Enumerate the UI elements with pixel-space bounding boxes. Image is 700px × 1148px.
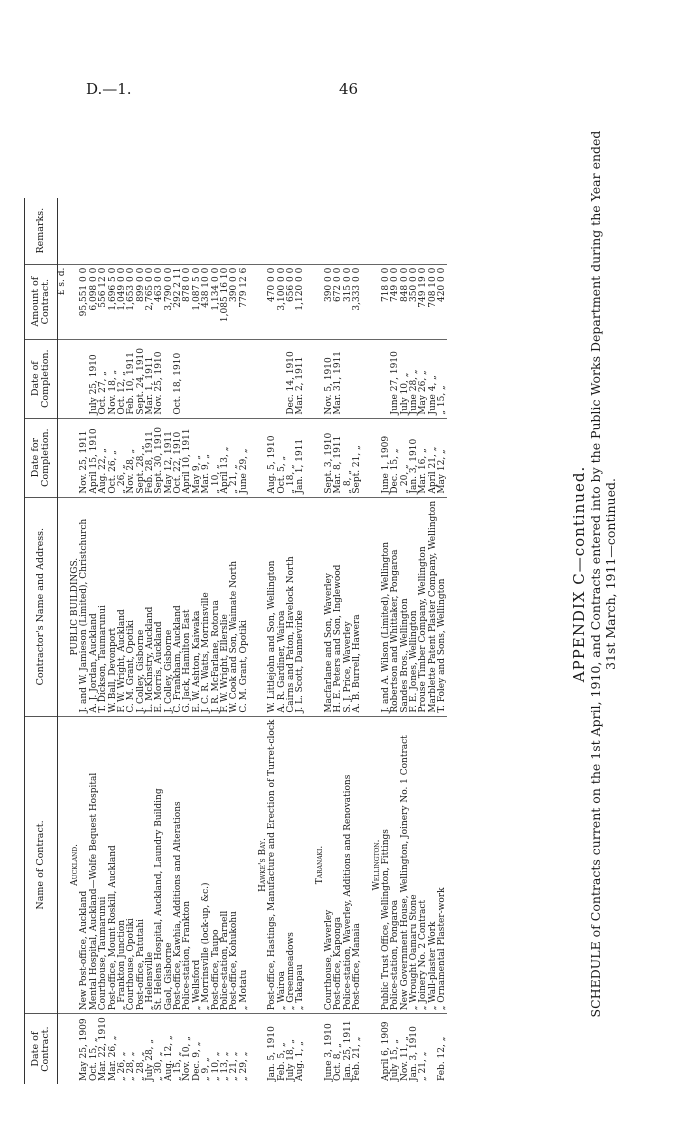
contract-name: Courthouse, Opotiki	[127, 716, 136, 1014]
contract-amount: 420 0 0	[438, 264, 447, 339]
remarks	[165, 198, 174, 265]
col-contractor: Contractor's Name and Address.	[25, 497, 58, 716]
empty-cell	[312, 198, 325, 265]
date-of-completion	[353, 339, 362, 418]
contractor-name: W. Ball, Devonport	[109, 497, 118, 716]
contract-name: „ Greenmeadows	[287, 716, 296, 1014]
units-row	[57, 198, 67, 1084]
col-amount: Amount of Contract.	[25, 264, 58, 339]
empty-cell	[255, 418, 268, 497]
date-for-completion: Mar. 8, 1911	[334, 418, 343, 497]
date-of-completion: June 28, „	[410, 339, 419, 418]
date-for-completion: „ 8, „	[344, 418, 353, 497]
contracts-table	[24, 198, 447, 1084]
contract-date: May 25, 1909	[79, 1018, 90, 1081]
remarks	[99, 198, 108, 265]
contract-name: Post-office, Kawhia, Additions and Alterations	[174, 716, 183, 1014]
remarks	[438, 198, 447, 265]
contract-date: „ 10, „	[210, 1051, 221, 1081]
date-of-completion: Sept. 24, 1910	[137, 339, 146, 418]
contractor-name: J. L. Scott, Dannevirke	[296, 497, 305, 716]
empty-cell	[57, 716, 67, 1014]
contract-name: „ Wrought Oamaru Stone	[410, 716, 419, 1014]
col-remarks: Remarks.	[25, 198, 58, 265]
contract-name: „ Frankton Junction	[118, 716, 127, 1014]
remarks	[118, 198, 127, 265]
remarks	[278, 198, 287, 265]
date-for-completion: May 12, 1911	[165, 418, 174, 497]
contract-date: Aug. 12, „	[163, 1035, 174, 1081]
date-of-completion: Nov. 5, 1910	[325, 339, 334, 418]
date-of-completion: Oct. 12, „	[118, 339, 127, 418]
contractor-name: S. J. Price, Waverley	[344, 497, 353, 716]
contractor-name: T. Dickson, Taumarunui	[99, 497, 108, 716]
remarks	[429, 198, 438, 265]
contract-date: „ 9, „	[201, 1057, 212, 1081]
appendix-title: APPENDIX C—continued.	[570, 465, 588, 683]
contract-amount: 350 0 0	[410, 264, 419, 339]
date-of-completion: July 10, „	[401, 339, 410, 418]
remarks	[353, 198, 362, 265]
date-of-completion: Dec. 14, 1910	[287, 339, 296, 418]
date-for-completion: June 29, „	[240, 418, 249, 497]
contract-amount: 656 0 0	[287, 264, 296, 339]
contract-date: Jan. 5, 1910	[267, 1026, 278, 1081]
contractor-name: H. E. Peters and Son, Inglewood	[334, 497, 343, 716]
remarks	[344, 198, 353, 265]
remarks	[137, 198, 146, 265]
contract-name: Police-station, Pongaroa	[391, 716, 400, 1014]
date-for-completion: Oct. 26, „	[109, 418, 118, 497]
contract-name: „ Joinery No. 2 Contract	[419, 716, 428, 1014]
date-for-completion: Mar. 16, „	[419, 418, 428, 497]
date-of-completion	[230, 339, 239, 418]
contract-date: Oct. 8, „	[333, 1043, 344, 1081]
contract-name: Police-station, Frankton	[183, 716, 192, 1014]
date-for-completion: Jan. 3, 1910	[410, 418, 419, 497]
date-of-completion	[202, 339, 211, 418]
schedule-title-line-2: 31st March, 1911—continued.	[603, 478, 618, 670]
table-row	[296, 198, 305, 1084]
date-for-completion: Sept. 28, „	[137, 418, 146, 497]
empty-cell	[369, 198, 382, 265]
empty-cell	[255, 339, 268, 418]
contract-name: „ Ornamental Plaster-work	[438, 716, 447, 1014]
page-number: 46	[339, 80, 359, 98]
remarks	[410, 198, 419, 265]
remarks	[127, 198, 136, 265]
contract-name: New Government House, Wellington, Joinery No. 1 Contract	[401, 716, 410, 1014]
contract-name: Post-office, Manaia	[353, 716, 362, 1014]
col-date-contract: Date of Contract.	[25, 1014, 58, 1084]
date-of-completion: Nov. 25, 1910	[155, 339, 164, 418]
contract-amount: 3,333 0 0	[353, 264, 362, 339]
contract-name: Post-office, Kohukohu	[230, 716, 239, 1014]
date-of-completion	[240, 339, 249, 418]
contractor-name: E. Morris, Auckland	[155, 497, 164, 716]
contract-name: Police-station, Waverley, Additions and Renovations	[344, 716, 353, 1014]
date-for-completion: May 9, „	[193, 418, 202, 497]
remarks	[212, 198, 221, 265]
table-row	[240, 198, 249, 1084]
date-for-completion: Mar. 9, „	[202, 418, 211, 497]
empty-cell	[67, 339, 80, 418]
date-of-completion: Mar. 31, 1911	[334, 339, 343, 418]
contract-date: July 15, „	[390, 1038, 401, 1081]
contractor-name: F. W. Wright, Ellerslie	[221, 497, 230, 716]
remarks	[419, 198, 428, 265]
contract-amount: 390 0 0	[230, 264, 239, 339]
remarks	[146, 198, 155, 265]
contract-date: Aug. 1, „	[295, 1041, 306, 1081]
remarks	[174, 198, 183, 265]
contract-name: Gaol, Gisborne	[165, 716, 174, 1014]
contract-date: Feb. 21, „	[352, 1036, 363, 1081]
contract-amount: 1,049 0 0	[118, 264, 127, 339]
contractor-name: G. Jack, Hamilton East	[183, 497, 192, 716]
contract-amount: 848 0 0	[401, 264, 410, 339]
section-contractor-label: PUBLIC BUILDINGS.	[67, 497, 80, 716]
remarks	[268, 198, 277, 265]
contract-date: „ 30, „	[154, 1051, 165, 1081]
empty-cell	[57, 198, 67, 265]
empty-cell	[67, 198, 80, 265]
contract-date: July 28, „	[144, 1038, 155, 1081]
contract-name: St. Helens Hospital, Auckland, Laundry Building	[155, 716, 164, 1014]
date-for-completion: Sept. 30, 1910	[155, 418, 164, 497]
contract-amount: 470 0 0	[268, 264, 277, 339]
contract-name: Post-office, Kaponga	[334, 716, 343, 1014]
empty-cell	[369, 339, 382, 418]
contract-name: „ Motatu	[240, 716, 249, 1014]
contractor-name: J. and A. Wilson (Limited), Wellington	[382, 497, 391, 716]
contract-date: June 3, 1910	[324, 1023, 335, 1081]
contract-name: „ Helensville	[146, 716, 155, 1014]
empty-cell	[312, 264, 325, 339]
contract-amount: 95,551 0 0	[80, 264, 89, 339]
date-for-completion: Dec. 15, „	[391, 418, 400, 497]
contract-name: Police-station, Parnell	[221, 716, 230, 1014]
contract-amount: 749 19 0	[419, 264, 428, 339]
date-of-completion	[221, 339, 230, 418]
contractor-name: T. Foley and Sons, Wellington	[438, 497, 447, 716]
contract-name: „ Wall-plaster Work	[429, 716, 438, 1014]
contract-date: Jan. 25, 1911	[342, 1020, 353, 1081]
date-for-completion: April 10, 1911	[183, 418, 192, 497]
contractor-name: Cairns and Paton, Havelock North	[287, 497, 296, 716]
empty-cell	[57, 497, 67, 716]
contract-amount: 899 0 0	[137, 264, 146, 339]
contract-date: „ 21, „	[229, 1051, 240, 1081]
table-row	[438, 198, 447, 1084]
contract-amount: 1,087 5 0	[193, 264, 202, 339]
date-for-completion: „ 26, „	[118, 418, 127, 497]
date-of-completion: „ 15, „	[438, 339, 447, 418]
date-for-completion: May 12, „	[438, 418, 447, 497]
contractor-name: C. M. Grant, Opotiki	[127, 497, 136, 716]
contract-date: „ 26, „	[116, 1051, 127, 1081]
col-name-contract: Name of Contract.	[25, 716, 58, 1014]
contractor-name: Macfarlane and Son, Waverley	[325, 497, 334, 716]
empty-cell	[369, 1014, 382, 1084]
contractor-name: Sandes Bros., Wellington	[401, 497, 410, 716]
contract-amount: 878 0 0	[183, 264, 192, 339]
contract-amount: 2,765 0 0	[146, 264, 155, 339]
contractor-name: J. R. McFarlane, Rotorua	[212, 497, 221, 716]
date-for-completion: Nov. 28, „	[127, 418, 136, 497]
section-heading-row	[369, 198, 382, 1084]
empty-cell	[67, 264, 80, 339]
contract-name: Post-office, Mount Roskill, Auckland	[109, 716, 118, 1014]
section-heading-row	[312, 198, 325, 1084]
contractor-name: J. Colley, Gisborne	[137, 497, 146, 716]
date-of-completion: July 25, 1910	[90, 339, 99, 418]
remarks	[221, 198, 230, 265]
contract-date: „ 21, „	[418, 1051, 429, 1081]
date-for-completion: April 13, „	[221, 418, 230, 497]
contract-date: Feb. 12, „	[437, 1036, 448, 1081]
contract-date: July 18, „	[286, 1038, 297, 1081]
contract-amount: 292 2 11	[174, 264, 183, 339]
contractor-name: Robertson and Whittaker, Pongaroa	[391, 497, 400, 716]
contract-name: New Post-office, Auckland	[80, 716, 89, 1014]
empty-cell	[67, 1014, 80, 1084]
contract-name: Post-office, Taupo	[212, 716, 221, 1014]
contract-name: „ Morrinsville (lock-up, &c.)	[202, 716, 211, 1014]
contract-name: „ Wairoa	[278, 716, 287, 1014]
contractor-name: A. B. Burrell, Hawera	[353, 497, 362, 716]
contract-date: Mar. 26, „	[107, 1035, 118, 1081]
contract-amount: 556 12 0	[99, 264, 108, 339]
contract-name: „ Wellsford	[193, 716, 202, 1014]
empty-cell	[312, 339, 325, 418]
section-contractor-label	[255, 497, 268, 716]
contract-amount: 749 0 0	[391, 264, 400, 339]
contract-amount: 718 0 0	[382, 264, 391, 339]
empty-cell	[57, 339, 67, 418]
contract-amount: 3,100 0 0	[278, 264, 287, 339]
date-for-completion: Feb. 28, 1911	[146, 418, 155, 497]
contract-date: Oct. 15, „	[88, 1037, 99, 1081]
date-for-completion: Oct. 5, „	[278, 418, 287, 497]
contract-date: „ 28, „	[126, 1051, 137, 1081]
date-for-completion: Sept. 21, „	[353, 418, 362, 497]
date-for-completion: Aug. 22, „	[99, 418, 108, 497]
contract-date: Nov. 11, „	[399, 1036, 410, 1081]
contract-amount: 1,696 5 0	[109, 264, 118, 339]
contract-date: „ 15, „	[173, 1051, 184, 1081]
contractor-name: F. W. Wright, Auckland	[118, 497, 127, 716]
date-of-completion: Oct. 18, 1910	[174, 339, 183, 418]
contractor-name: L. McKinstry, Auckland	[146, 497, 155, 716]
contract-date: „ 28, „	[135, 1051, 146, 1081]
contract-amount: 1,085 16 10	[221, 264, 230, 339]
empty-cell	[255, 198, 268, 265]
date-for-completion: „ 10, „	[212, 418, 221, 497]
contractor-name: J. C. R. Watts, Morrinsville	[202, 497, 211, 716]
remarks	[382, 198, 391, 265]
date-for-completion: „ 21, „	[230, 418, 239, 497]
empty-cell	[255, 264, 268, 339]
remarks	[334, 198, 343, 265]
date-of-completion	[268, 339, 277, 418]
empty-cell	[255, 1014, 268, 1084]
contract-date: April 6, 1909	[380, 1021, 391, 1081]
contract-date: „ 13, „	[219, 1051, 230, 1081]
contractor-name: J. Colley, Gisborne	[165, 497, 174, 716]
contract-amount: 672 0 0	[334, 264, 343, 339]
contractor-name: Marblette Patent Plaster Company, Wellington	[429, 497, 438, 716]
contract-name: Mental Hospital, Auckland—Wolfe Bequest Hospital	[90, 716, 99, 1014]
table-header-row	[25, 198, 58, 1084]
table-row	[353, 198, 362, 1084]
remarks	[202, 198, 211, 265]
remarks	[109, 198, 118, 265]
section-contractor-label	[369, 497, 382, 716]
contract-amount: 438 10 0	[202, 264, 211, 339]
contract-amount: 463 0 0	[155, 264, 164, 339]
date-for-completion: Oct. 22, 1910	[174, 418, 183, 497]
contract-name: Courthouse, Waverley	[325, 716, 334, 1014]
remarks	[287, 198, 296, 265]
date-of-completion: June 4, „	[429, 339, 438, 418]
contract-amount: 6,098 0 0	[90, 264, 99, 339]
contract-date: Mar. 22, 1910	[98, 1017, 109, 1081]
date-for-completion: Nov. 25, 1911	[80, 418, 89, 497]
contract-amount: 708 10 0	[429, 264, 438, 339]
contract-name: Post-office, Patutahi	[137, 716, 146, 1014]
date-of-completion	[344, 339, 353, 418]
contractor-name: A. J. Jordan, Auckland	[90, 497, 99, 716]
date-of-completion	[193, 339, 202, 418]
contract-amount: 1,653 0 0	[127, 264, 136, 339]
contract-amount: 390 0 0	[325, 264, 334, 339]
remarks	[193, 198, 202, 265]
date-of-completion: May 26, „	[419, 339, 428, 418]
remarks	[240, 198, 249, 265]
series-code: D.—1.	[86, 80, 132, 98]
date-of-completion: Oct. 27, „	[99, 339, 108, 418]
date-for-completion: Jan. 1, 1911	[296, 418, 305, 497]
contractor-name: W. Cook and Son, Waimate North	[230, 497, 239, 716]
contract-name: Post-office, Hastings, Manufacture and Erection of Turret-clock	[268, 716, 277, 1014]
contract-amount: 3,790 0 0	[165, 264, 174, 339]
col-date-of-completion: Date of Completion.	[25, 339, 58, 418]
contractor-name: E. W. Ashton, Kaiwaka	[193, 497, 202, 716]
date-for-completion: Sept. 3, 1910	[325, 418, 334, 497]
section-label: Taranaki.	[312, 716, 325, 1014]
empty-cell	[57, 1014, 67, 1084]
empty-cell	[57, 418, 67, 497]
contractor-name: Prouse Timber Company, Wellington	[419, 497, 428, 716]
date-for-completion: June 1, 1909	[382, 418, 391, 497]
date-of-completion: Mar. 1, 1911	[146, 339, 155, 418]
remarks	[325, 198, 334, 265]
contract-amount: 315 0 0	[344, 264, 353, 339]
date-of-completion	[183, 339, 192, 418]
empty-cell	[67, 418, 80, 497]
date-for-completion: April 15, 1910	[90, 418, 99, 497]
date-for-completion: Aug. 5, 1910	[268, 418, 277, 497]
date-of-completion: June 27, 1910	[391, 339, 400, 418]
schedule-title-line-1: SCHEDULE of Contracts current on the 1st April, 1910, and Contracts entered into by the Public Works Department during the Year ended	[588, 130, 603, 1018]
section-label: Wellington.	[369, 716, 382, 1014]
col-date-for-completion: Date for Completion.	[25, 418, 58, 497]
date-of-completion: Nov. 18, „	[109, 339, 118, 418]
remarks	[391, 198, 400, 265]
remarks	[401, 198, 410, 265]
remarks	[155, 198, 164, 265]
section-label: Hawke's Bay.	[255, 716, 268, 1014]
contract-date: Feb. 5, „	[276, 1042, 287, 1081]
contract-amount: 1,120 0 0	[296, 264, 305, 339]
empty-cell	[369, 418, 382, 497]
contractor-name: C. Frankham, Auckland	[174, 497, 183, 716]
contract-amount: 1,134 0 0	[212, 264, 221, 339]
date-of-completion	[212, 339, 221, 418]
contract-date: „ 29, „	[238, 1051, 249, 1081]
date-of-completion: Feb. 10, 1911	[127, 339, 136, 418]
empty-cell	[312, 418, 325, 497]
remarks	[90, 198, 99, 265]
remarks	[230, 198, 239, 265]
contract-amount: 779 12 6	[240, 264, 249, 339]
contract-name: „ Takapau	[296, 716, 305, 1014]
amount-units: £ s. d.	[57, 264, 67, 339]
date-for-completion: „ 20, „	[401, 418, 410, 497]
section-contractor-label	[312, 497, 325, 716]
date-for-completion: April 21, „	[429, 418, 438, 497]
date-for-completion: „ 18, „	[287, 418, 296, 497]
section-label: Auckland.	[67, 716, 80, 1014]
contract-date: Dec. 9, „	[191, 1041, 202, 1081]
empty-cell	[369, 264, 382, 339]
remarks	[183, 198, 192, 265]
empty-cell	[312, 1014, 325, 1084]
date-of-completion: Mar. 2, 1911	[296, 339, 305, 418]
remarks	[80, 198, 89, 265]
contractor-name: A. R. Gardiner, Wairoa	[278, 497, 287, 716]
contract-name: Courthouse, Taumarunui	[99, 716, 108, 1014]
contractor-name: W. Littlejohn and Son, Wellington	[268, 497, 277, 716]
contractor-name: C. M. Grant, Opotiki	[240, 497, 249, 716]
contract-date: Jan. 3, 1910	[408, 1026, 419, 1081]
contract-date: Nov. 10, „	[182, 1036, 193, 1081]
contractor-name: F. E. Jones, Wellington	[410, 497, 419, 716]
contract-name: Public Trust Office, Wellington, Fittings	[382, 716, 391, 1014]
remarks	[296, 198, 305, 265]
contractor-name: J. and W. Jamieson (Limited), Christchurch	[80, 497, 89, 716]
section-heading-row	[255, 198, 268, 1084]
